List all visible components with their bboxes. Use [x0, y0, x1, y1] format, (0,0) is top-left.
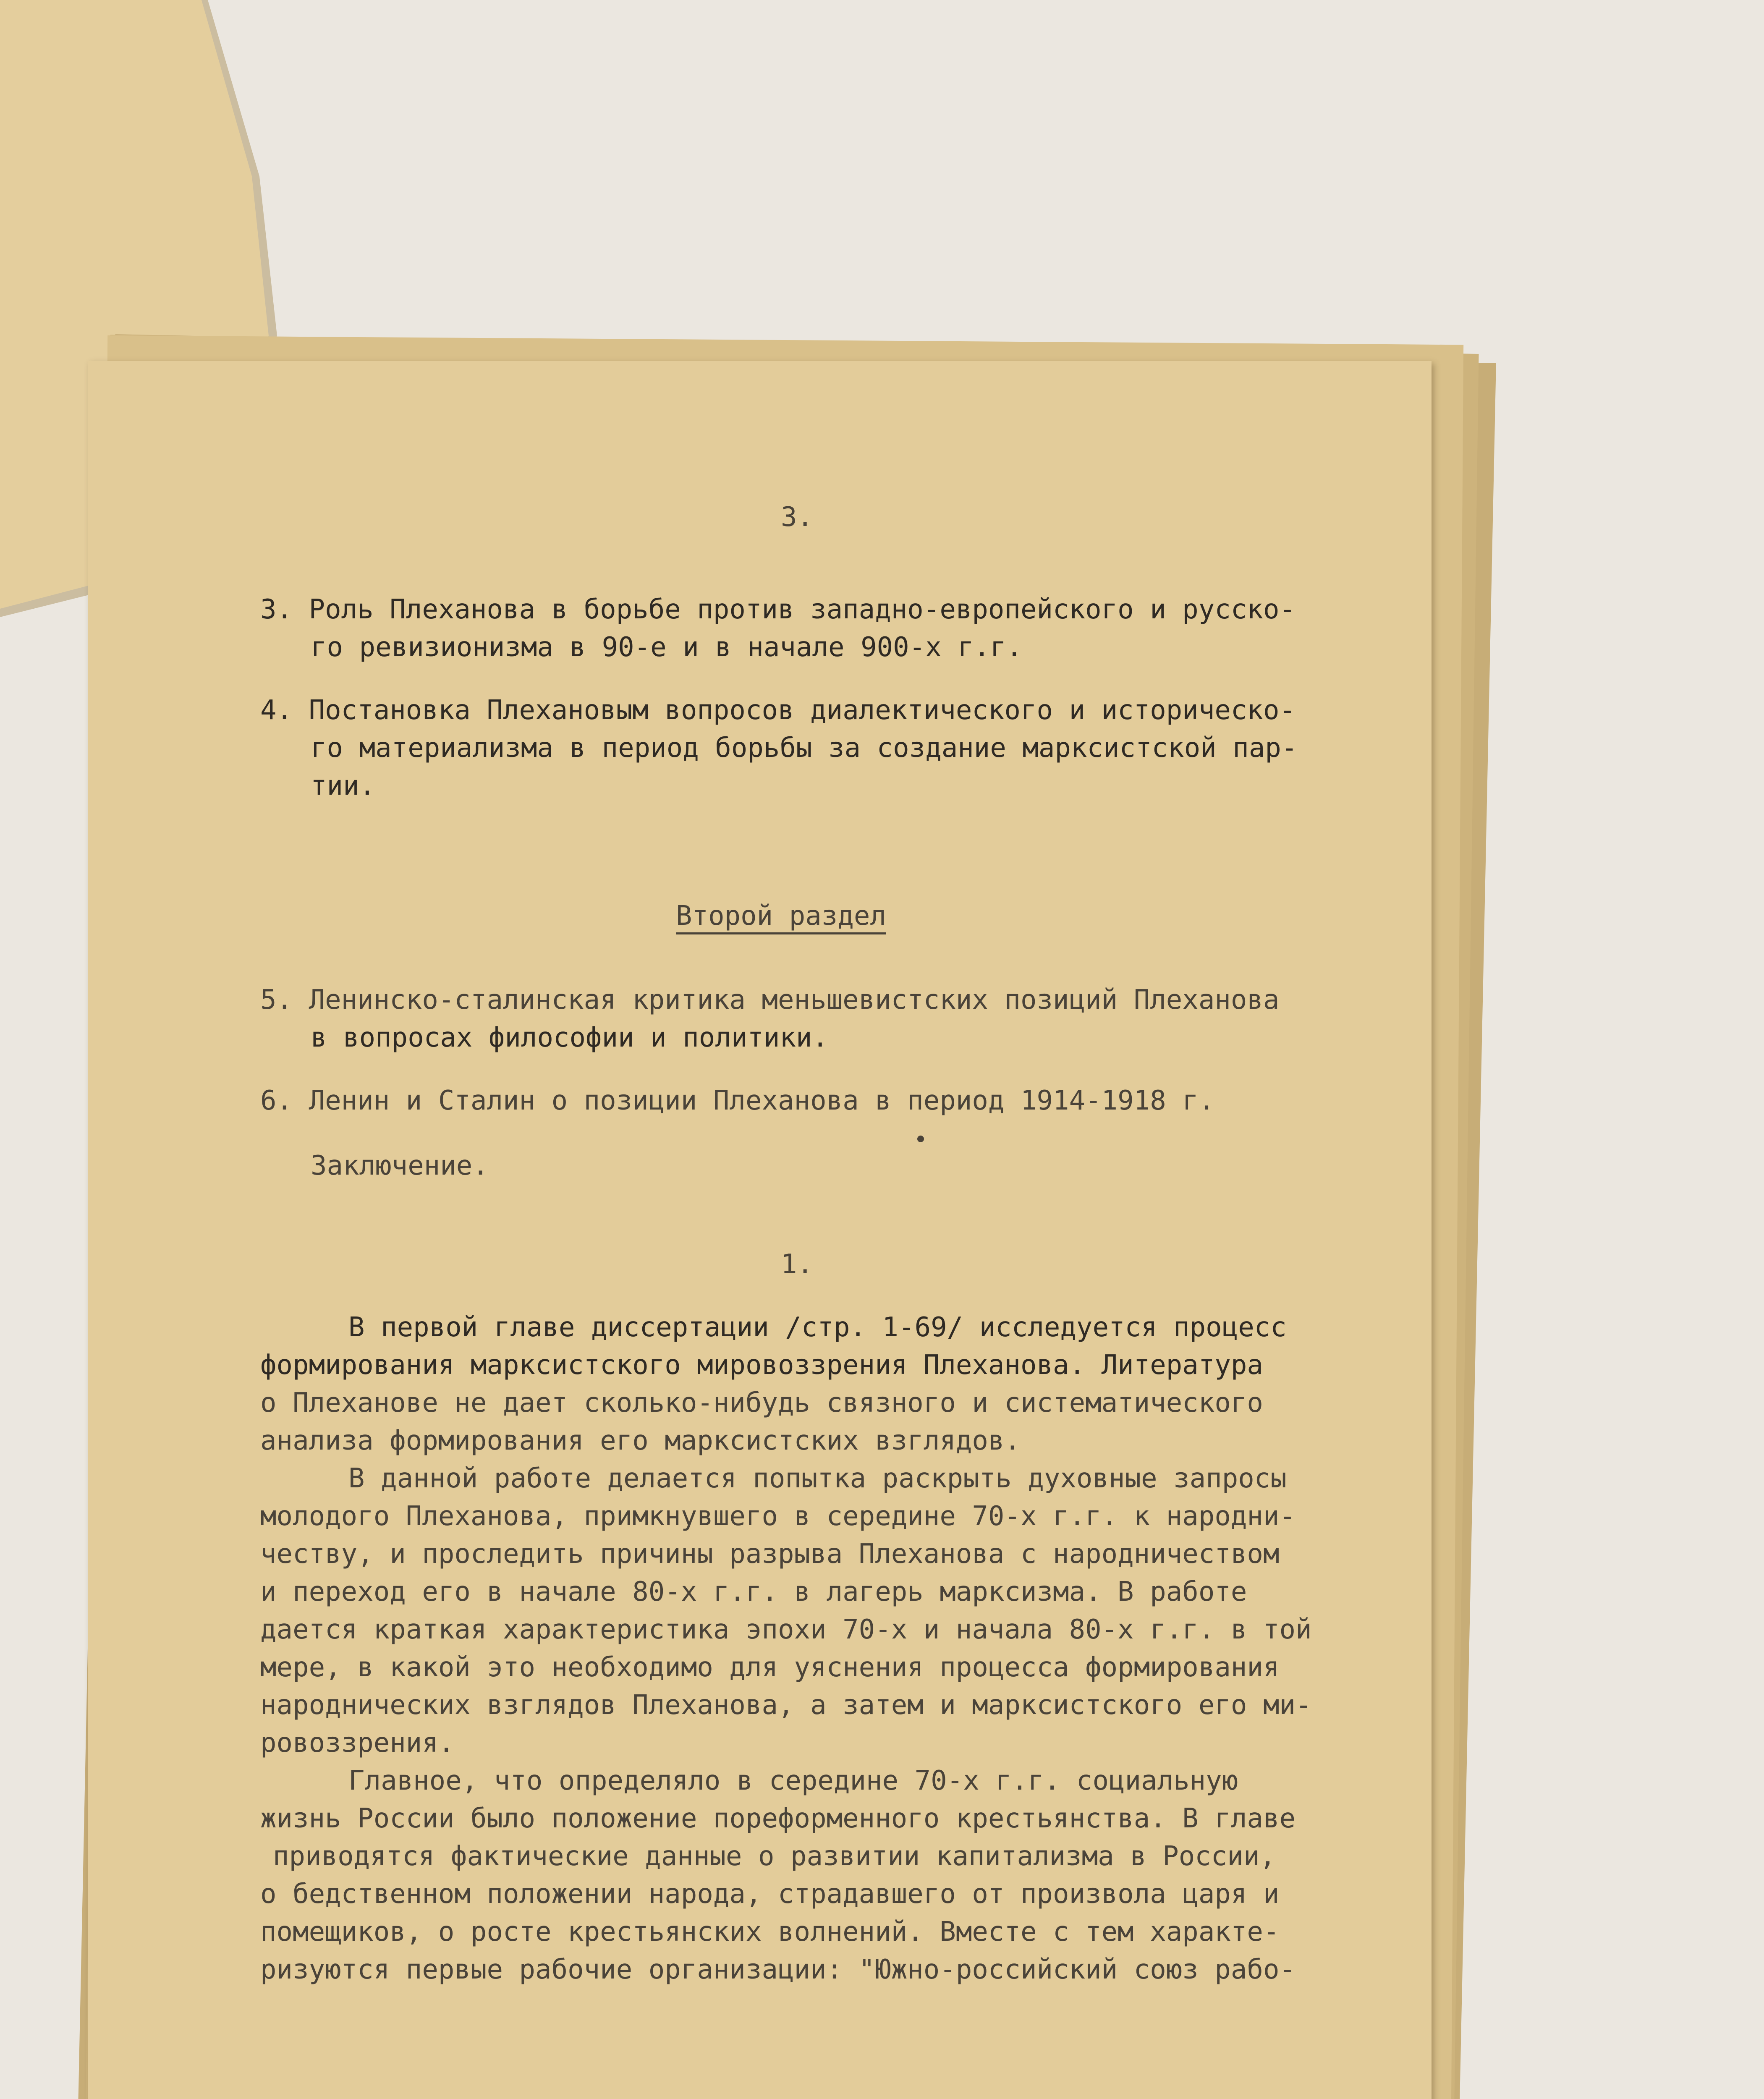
- body-line: ровоззрения.: [260, 1727, 455, 1759]
- body-line: молодого Плеханова, примкнувшего в середине 70-х г.г. к народни-: [260, 1501, 1296, 1532]
- body-line: жизнь России было положение пореформенного крестьянства. В главе: [260, 1803, 1296, 1834]
- body-line: анализа формирования его марксистских взглядов.: [260, 1425, 1021, 1456]
- ink-dot: [917, 1136, 924, 1142]
- list-item-6-line-1: 6. Ленин и Сталин о позиции Плеханова в период 1914-1918 г.: [260, 1085, 1215, 1116]
- body-line: Главное, что определяло в середине 70-х г.г. социальную: [348, 1765, 1238, 1796]
- page-number: 3.: [781, 502, 814, 533]
- list-item-4-line-2: го материализма в период борьбы за создание марксистской пар-: [311, 733, 1298, 764]
- body-line: о Плеханове не дает сколько-нибудь связного и систематического: [260, 1387, 1263, 1419]
- body-line: народнических взглядов Плеханова, а затем и марксистского его ми-: [260, 1690, 1312, 1721]
- body-line: приводятся фактические данные о развитии капитализма в России,: [273, 1841, 1276, 1872]
- body-line: и переход его в начале 80-х г.г. в лагерь марксизма. В работе: [260, 1576, 1247, 1607]
- body-line: честву, и проследить причины разрыва Плеханова с народничеством: [260, 1539, 1280, 1570]
- chapter-number: 1.: [781, 1249, 814, 1280]
- conclusion-heading: Заключение.: [311, 1150, 489, 1181]
- body-line: дается краткая характеристика эпохи 70-х и начала 80-х г.г. в той: [260, 1614, 1312, 1645]
- body-line: мере, в какой это необходимо для уяснения процесса формирования: [260, 1652, 1280, 1683]
- list-item-5-line-2: в вопросах философии и политики.: [311, 1022, 828, 1053]
- section-heading: Второй раздел: [676, 900, 886, 932]
- body-line: о бедственном положении народа, страдавшего от произвола царя и: [260, 1879, 1280, 1910]
- body-line: ризуются первые рабочие организации: "Южно-российский союз рабо-: [260, 1954, 1296, 1985]
- body-line: В первой главе диссертации /стр. 1-69/ исследуется процесс: [348, 1312, 1287, 1343]
- list-item-3-line-1: 3. Роль Плеханова в борьбе против западно-европейского и русско-: [260, 594, 1296, 625]
- list-item-4-line-3: тии.: [311, 770, 376, 801]
- list-item-4-line-1: 4. Постановка Плехановым вопросов диалектического и историческо-: [260, 695, 1296, 726]
- list-item-3-line-2: го ревизионизма в 90-е и в начале 900-х г.г.: [311, 632, 1023, 663]
- body-line: В данной работе делается попытка раскрыть духовные запросы: [348, 1463, 1287, 1494]
- body-line: помещиков, о росте крестьянских волнений. Вместе с тем характе-: [260, 1916, 1280, 1947]
- list-item-5-line-1: 5. Ленинско-сталинская критика меньшевистских позиций Плеханова: [260, 984, 1280, 1015]
- body-line: формирования марксистского мировоззрения Плеханова. Литература: [260, 1350, 1263, 1381]
- typed-page: [88, 361, 1432, 2099]
